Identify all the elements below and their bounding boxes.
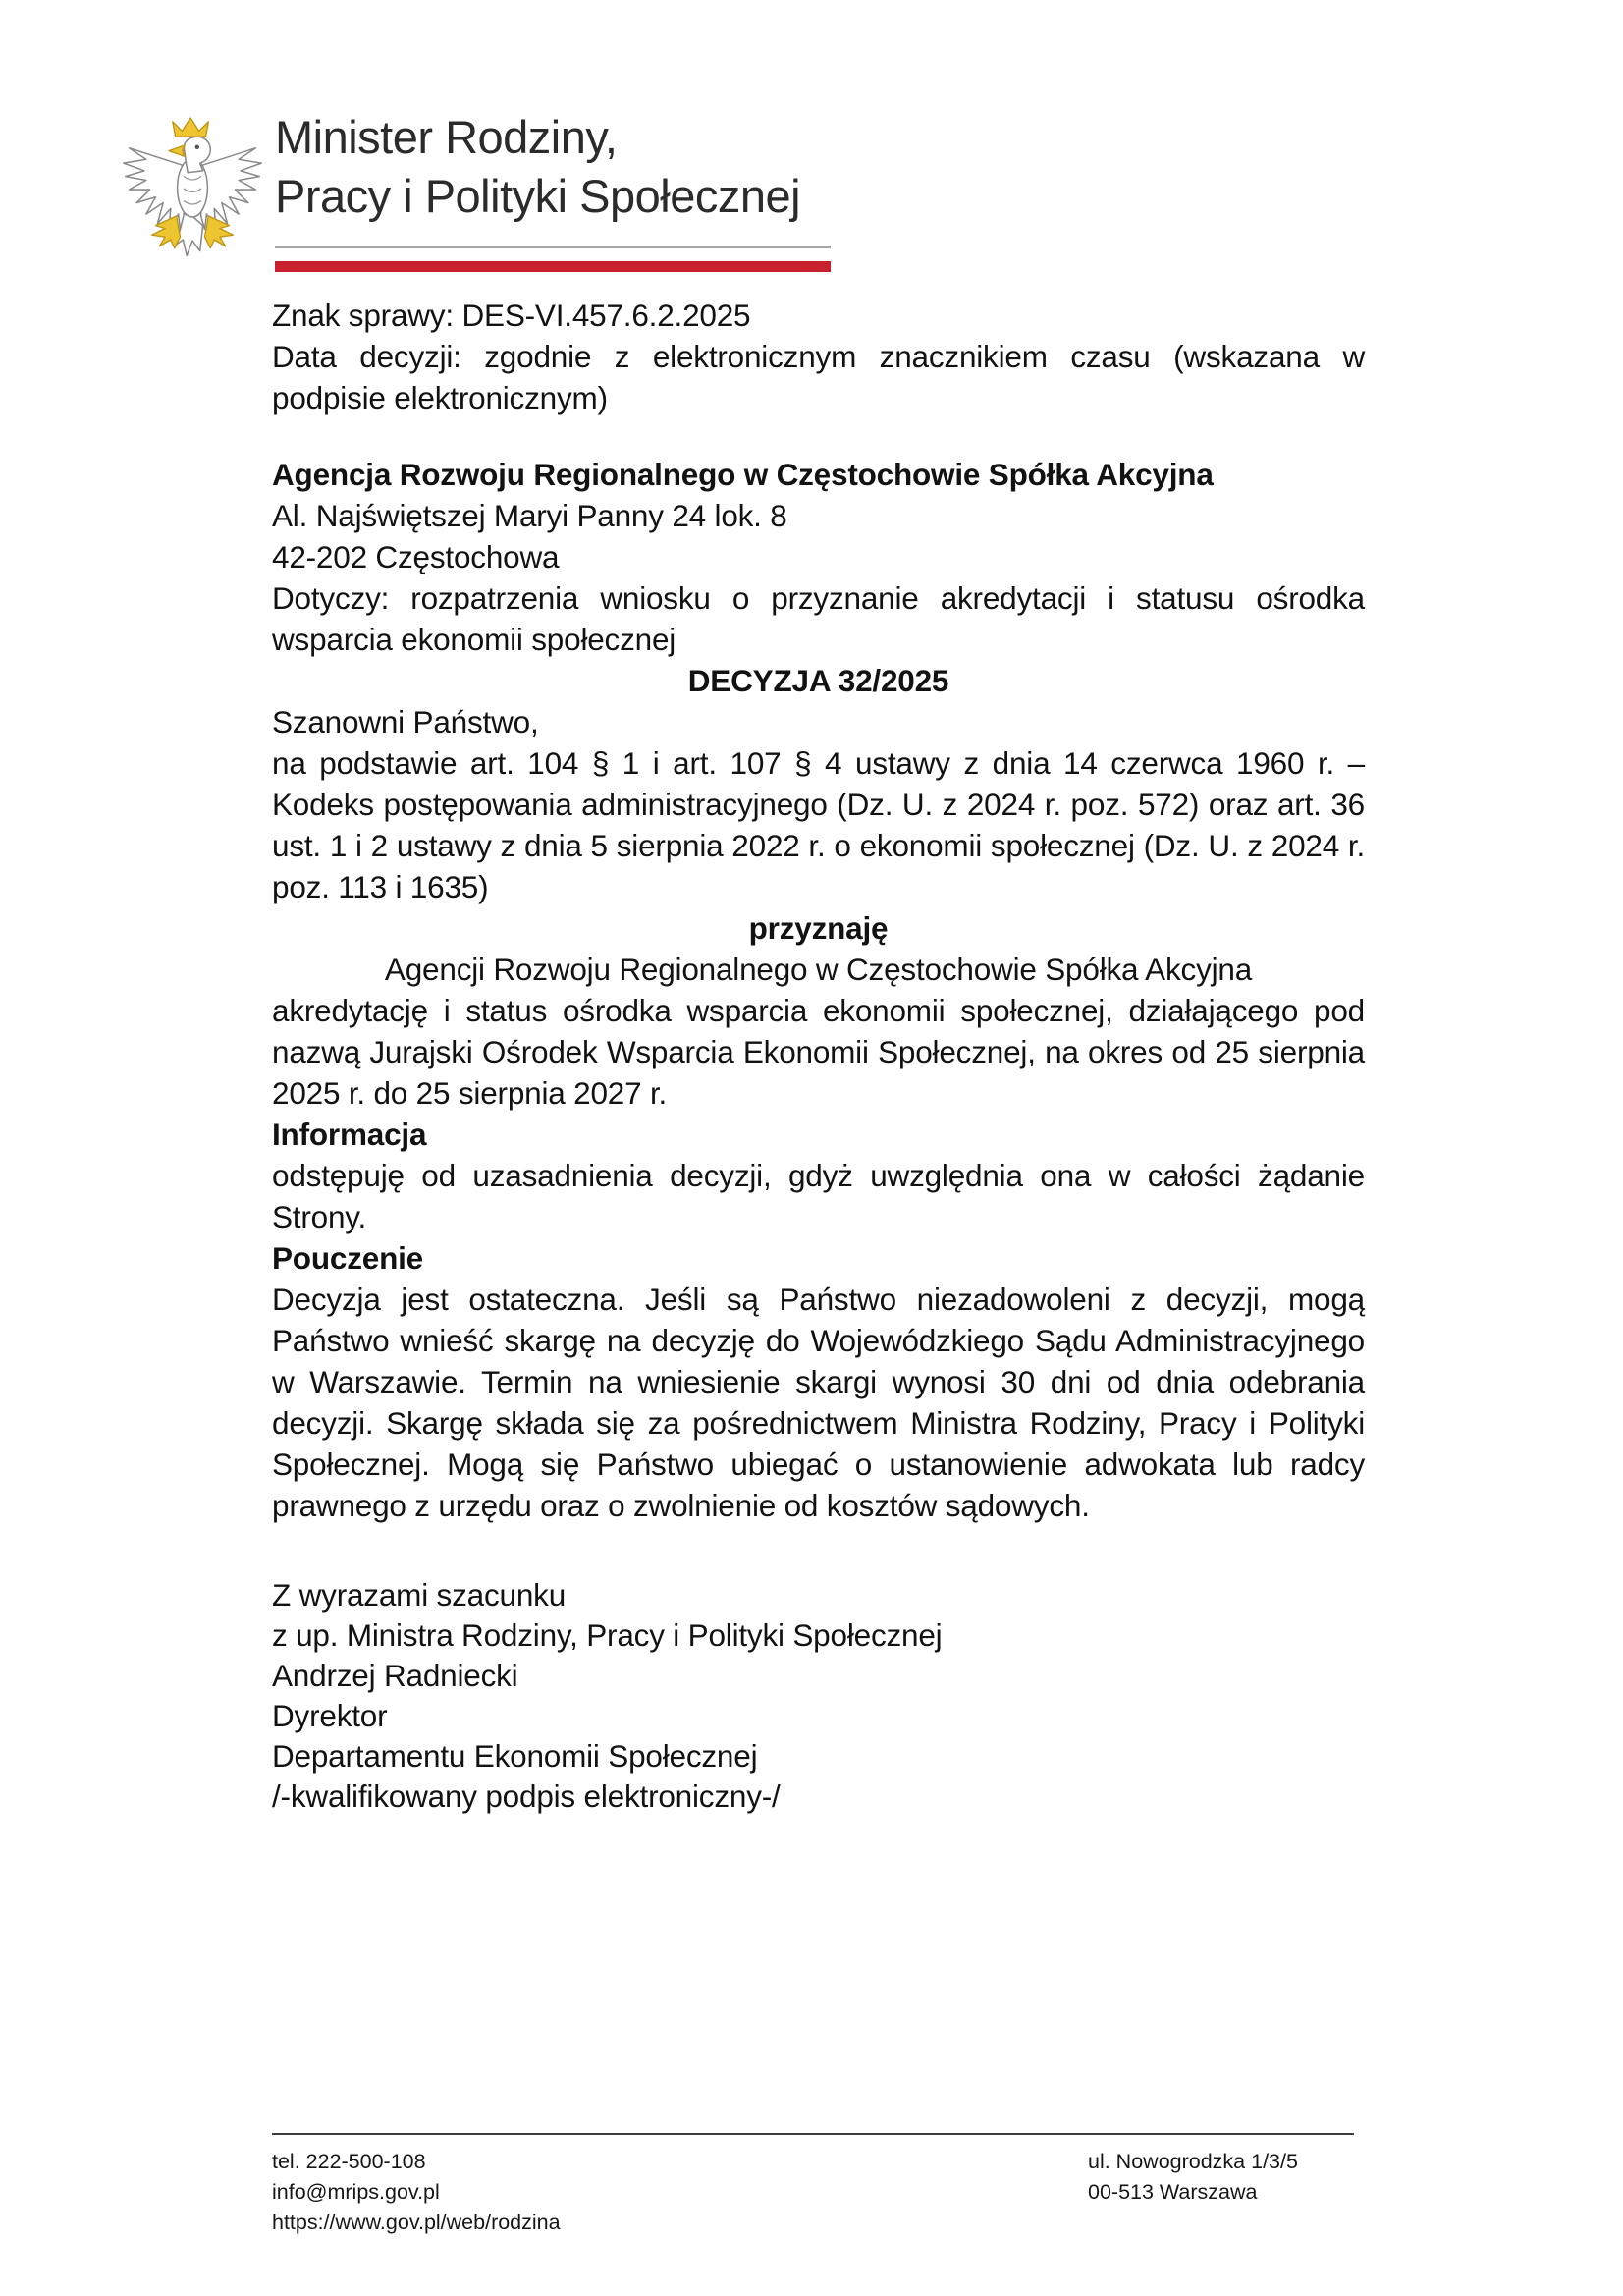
footer-address-line1: ul. Nowogrodzka 1/3/5 [1088,2150,1298,2173]
grantee-name: Agencji Rozwoju Regionalnego w Częstochowie Spółka Akcyjna [384,952,1253,987]
footer-address-line2: 00-513 Warszawa [1088,2180,1258,2204]
footer-email: info@mrips.gov.pl [272,2180,440,2204]
information-heading: Informacja [272,1117,427,1152]
signature-block [272,1575,1365,1817]
esignature-note: /-kwalifikowany podpis elektroniczny-/ [272,1778,781,1814]
signatory-department: Departamentu Ekonomii Społecznej [272,1738,758,1774]
recipient-name: Agencja Rozwoju Regionalnego w Częstochowie Spółka Akcyjna [272,457,1214,492]
signatory-title: Dyrektor [272,1698,388,1733]
ministry-name-line1: Minister Rodziny, [275,111,618,163]
instruction-heading: Pouczenie [272,1240,423,1276]
footer-divider [272,2133,1354,2135]
grant-verb: przyznaję [748,910,889,946]
recipient-block [272,454,1365,577]
polish-eagle-icon [118,112,267,271]
footer-address-column [1088,2147,1354,2238]
footer-columns [272,2147,1354,2238]
page-footer [272,2133,1354,2238]
signature-on-behalf: z up. Ministra Rodziny, Pracy i Polityki Społecznej [272,1617,943,1653]
footer-contact-column [272,2147,1088,2238]
grant-text: akredytację i status ośrodka wsparcia ekonomii społecznej, działającego pod nazwą Jurajski Ośrodek Wsparcia Ekonomii Społecznej, na okres od 25 sierpnia 2025 r. do 25 sierpnia 2027 r. [272,993,1365,1111]
salutation: Szanowni Państwo, [272,704,539,739]
letterhead [118,108,831,272]
recipient-address-line1: Al. Najświętszej Maryi Panny 24 lok. 8 [272,498,787,533]
signature-closing: Z wyrazami szacunku [272,1577,567,1613]
decision-date: Data decyzji: zgodnie z elektronicznym znacznikiem czasu (wskazana w podpisie elektronicznym) [272,339,1365,415]
ministry-name-line2: Pracy i Polityki Społecznej [275,170,801,222]
separator-red-line [275,261,831,272]
subject-line: Dotyczy: rozpatrzenia wniosku o przyznanie akredytacji i statusu ośrodka wsparcia ekonomii społecznej [272,580,1365,657]
coat-of-arms [118,112,267,271]
signatory-name: Andrzej Radniecki [272,1658,518,1693]
case-number: Znak sprawy: DES-VI.457.6.2.2025 [272,298,751,333]
footer-website: https://www.gov.pl/web/rodzina [272,2211,561,2234]
recipient-address-line2: 42-202 Częstochowa [272,539,560,574]
information-body: odstępuję od uzasadnienia decyzji, gdyż uwzględnia ona w całości żądanie Strony. [272,1158,1365,1234]
letter-body [272,295,1365,1817]
footer-phone: tel. 222-500-108 [272,2150,426,2173]
legal-basis: na podstawie art. 104 § 1 i art. 107 § 4 ustawy z dnia 14 czerwca 1960 r. – Kodeks postępowania administracyjnego (Dz. U. z 2024 r. poz. 572) oraz art. 36 ust. 1 i 2 ustawy z dnia 5 sierpnia 2022 r. o ekonomii społecznej (Dz. U. z 2024 r. poz. 113 i 1635) [272,745,1365,904]
decision-title: DECYZJA 32/2025 [687,663,949,698]
separator-gray-line [275,246,831,248]
instruction-body: Decyzja jest ostateczna. Jeśli są Państwo niezadowoleni z decyzji, mogą Państwo wnieść skargę na decyzję do Wojewódzkiego Sądu Administracyjnego w Warszawie. Termin na wniesienie skargi wynosi 30 dni od dnia odebrania decyzji. Skargę składa się za pośrednictwem Ministra Rodziny, Pracy i Polityki Społecznej. Mogą się Państwo ubiegać o ustanowienie adwokata lub radcy prawnego z urzędu oraz o zwolnienie od kosztów sądowych. [272,1282,1365,1523]
ministry-name-block [275,108,831,272]
